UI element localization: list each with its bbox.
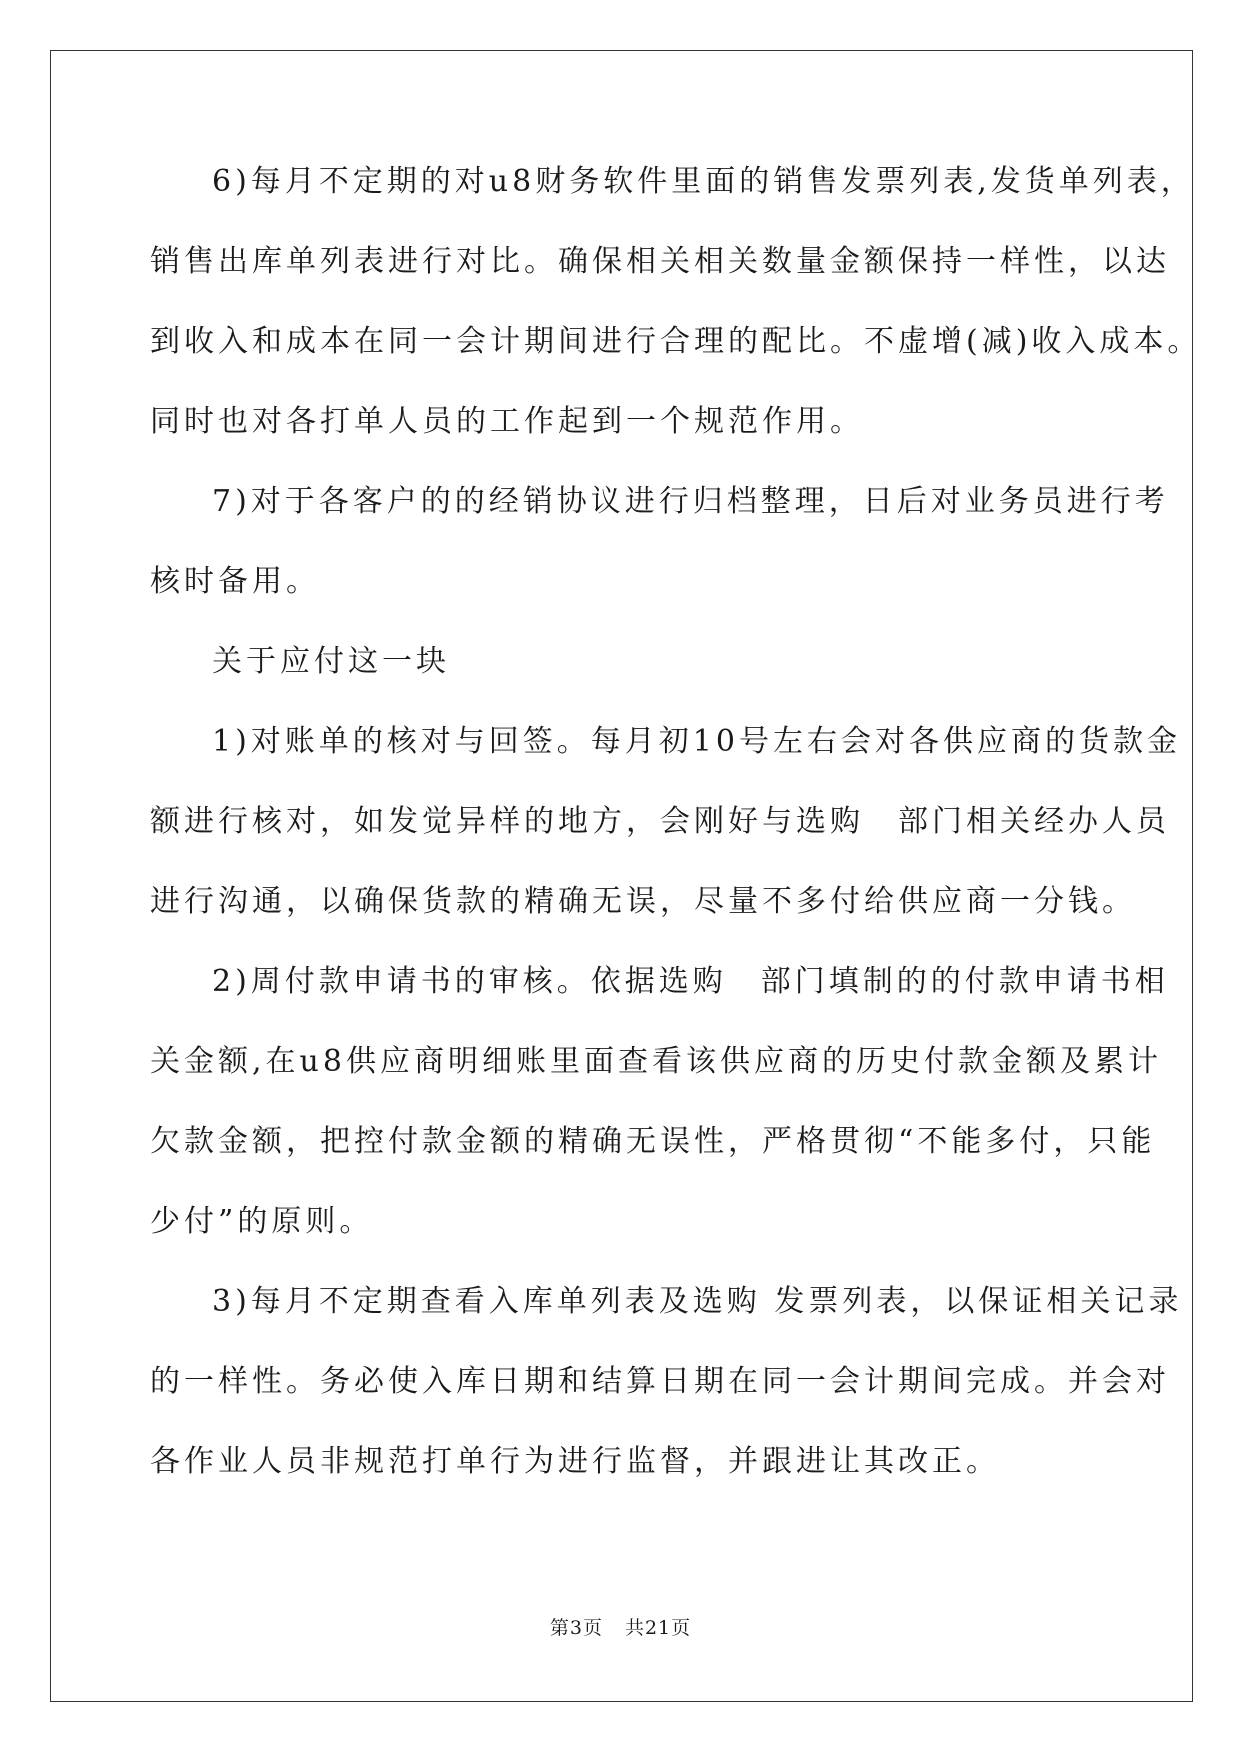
section-heading: 关于应付这一块 [212, 644, 450, 679]
text-line: 销售出库单列表进行对比。确保相关相关数量金额保持一样性，以达 [150, 244, 1170, 279]
page-number-current: 第3页 [549, 1617, 603, 1639]
text-line: 进行沟通，以确保货款的精确无误，尽量不多付给供应商一分钱。 [150, 884, 1136, 919]
text-line: 各作业人员非规范打单行为进行监督，并跟进让其改正。 [150, 1444, 1000, 1479]
text-line: 到收入和成本在同一会计期间进行合理的配比。不虚增(减)收入成本。 [150, 324, 1202, 359]
text-line: 额进行核对，如发觉异样的地方，会刚好与选购 部门相关经办人员 [150, 804, 1170, 839]
text-line: 关金额,在u8供应商明细账里面查看该供应商的历史付款金额及累计 [150, 1044, 1162, 1079]
text-line: 2)周付款申请书的审核。依据选购 部门填制的的付款申请书相 [212, 964, 1169, 999]
text-line: 同时也对各打单人员的工作起到一个规范作用。 [150, 404, 864, 439]
text-line: 少付”的原则。 [150, 1204, 374, 1239]
text-line: 3)每月不定期查看入库单列表及选购 发票列表，以保证相关记录 [212, 1284, 1183, 1319]
page-number-total: 共21页 [624, 1617, 692, 1639]
text-line: 7)对于各客户的的经销协议进行归档整理，日后对业务员进行考 [212, 484, 1169, 519]
text-line: 1)对账单的核对与回签。每月初10号左右会对各供应商的货款金 [212, 724, 1181, 759]
text-line: 6)每月不定期的对u8财务软件里面的销售发票列表,发货单列表， [212, 164, 1195, 199]
page-footer [0, 1613, 1241, 1640]
text-line: 核时备用。 [150, 564, 320, 599]
text-line: 的一样性。务必使入库日期和结算日期在同一会计期间完成。并会对 [150, 1364, 1170, 1399]
document-body [150, 162, 1202, 1522]
text-line: 欠款金额，把控付款金额的精确无误性，严格贯彻“不能多付，只能 [150, 1124, 1156, 1159]
